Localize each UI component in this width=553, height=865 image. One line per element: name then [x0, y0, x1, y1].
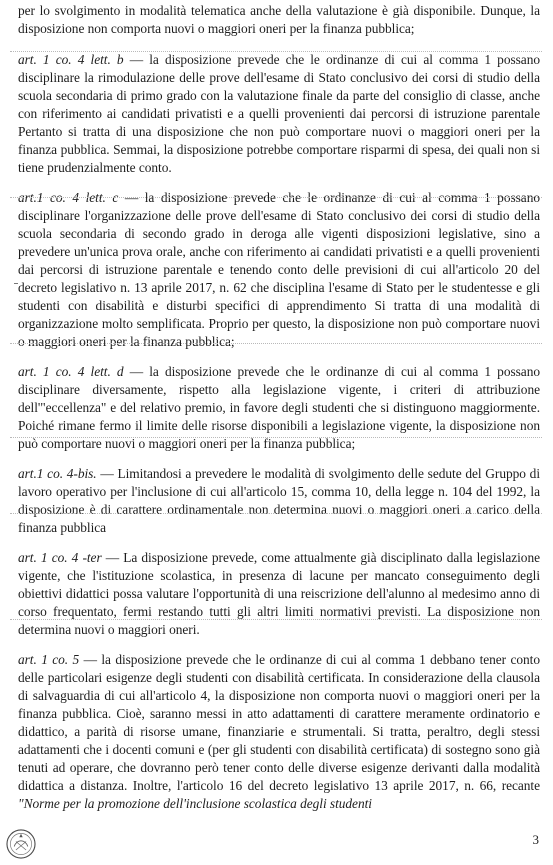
- paragraph-text: — Limitandosi a prevedere le modalità di svolgimento delle sedute del Gruppo di lavoro operativo per l'inclusione di cui all'articolo 15, comma 10, della legge n. 104 del 1992, la disposizione è di carattere ordinamentale non determina nuovi o maggiori oneri a carico della finanza pubblica: [18, 466, 540, 535]
- paragraph-separator: [10, 343, 542, 344]
- paragraph-art1-co4-bis: [18, 465, 540, 537]
- paragraph-separator: [10, 437, 542, 438]
- article-reference: art.1 co. 4-bis.: [18, 466, 97, 481]
- paragraph-text: — la disposizione prevede che le ordinanze di cui al comma 1 possano disciplinare diversamente, rispetto alla legislazione vigente, i criteri di attribuzione dell'"eccellenza" e del relativo premio, in favore degli studenti che si distinguono maggiormente. Poiché rimane fermo il limite delle risorse disponibili a legislazione vigente, la disposizione non può comportare nuovi o maggiori oneri per la finanza pubblica;: [18, 364, 540, 451]
- article-reference: art. 1 co. 4 -ter: [18, 550, 102, 565]
- paragraph-text: — la disposizione prevede che le ordinanze di cui al comma 1 possano disciplinare l'organizzazione delle prove dell'esame di Stato conclusivo dei corsi di studio della scuola secondaria di secondo grado in deroga alle vigenti disposizioni legislative, sino a prevedere un'unica prova orale, anche con riferimento ai candidati privatisti e a quelli provenienti dai percorsi di istruzione parentale e tenendo conto delle previsioni di cui all'articolo 20 del decreto legislativo n. 13 aprile 2017, n. 62 che disciplina l'esame di Stato per le studentesse e gli studenti con disabilità e disturbi specifici di apprendimento Si tratta di una modalità di organizzazione molto semplificata. Proprio per questo, la disposizione non può comportare nuovi o maggiori oneri per la finanza pubblica;: [18, 190, 540, 349]
- article-reference: art. 1 co. 4 lett. d: [18, 364, 124, 379]
- paragraph-separator: [10, 619, 542, 620]
- article-reference: art. 1 co. 4 lett. b: [18, 52, 124, 67]
- page-number: 3: [532, 832, 539, 847]
- document-page: [18, 2, 540, 825]
- opening-paragraph: per lo svolgimento in modalità telematica anche della valutazione è già disponibile. Dunque, la disposizione non comporta nuovi o maggiori oneri per la finanza pubblica;: [18, 3, 540, 36]
- paragraph-art1-co4-lett-c: [18, 189, 540, 351]
- paragraph-separator: [10, 197, 542, 198]
- paragraph-separator: [10, 51, 542, 52]
- paragraph-text: — la disposizione prevede che le ordinanze di cui al comma 1 possano disciplinare la rimodulazione delle prove dell'esame di Stato conclusivo dei corsi di studio della scuola secondaria di primo grado con la valutazione finale da parte del consiglio di classe, anche con riferimento ai candidati privatisti e a quelli provenienti dai percorsi di istruzione parentale Pertanto si tratta di una disposizione che non può comportare nuovi o maggiori oneri per la finanza pubblica. Semmai, la disposizione potrebbe comportare risparmi di spesa, dei quali non si tiene prudenzialmente conto.: [18, 52, 540, 175]
- article-reference: art.1 co. 4 lett. c: [18, 190, 119, 205]
- italic-title: "Norme per la promozione dell'inclusione scolastica degli studenti: [18, 796, 372, 811]
- paragraph-text: — La disposizione prevede, come attualmente già disciplinato dalla legislazione vigente, che l'istituzione scolastica, in presenza di lacune per mancato conseguimento degli obiettivi didattici possa valutare l'opportunità di una reiscrizione dell'alunno al medesimo anno di corso frequentato, fermi restando tutti gli altri limiti normativi previsti. La disposizione non determina nuovi o maggiori oneri.: [18, 550, 540, 637]
- paragraph-art1-co4-ter: [18, 549, 540, 639]
- official-seal-icon: [4, 827, 38, 861]
- paragraph-art1-co5: [18, 651, 540, 813]
- paragraph-text: — la disposizione prevede che le ordinanze di cui al comma 1 debbano tener conto delle particolari esigenze degli studenti con disabilità certificata. In considerazione della clausola di salvaguardia di cui all'articolo 4, la disposizione non comporta nuovi o maggiori oneri per la finanza pubblica. Cioè, saranno messi in atto adattamenti di carattere meramente ordinatorio e didattico, a parità di risorse umane, finanziarie e strumentali. Si tratta, peraltro, degli stessi adattamenti che i docenti comuni e (per gli studenti con disabilità certificata) di sostegno sono già tenuti ad operare, che dovranno però tener conto delle diverse esigenze derivanti dalla modalità didattica a distanza. Inoltre, l'articolo 16 del decreto legislativo 13 aprile 2017, n. 66, recante: [18, 652, 540, 793]
- paragraph-art1-co4-lett-b: [18, 51, 540, 177]
- scan-mark: [14, 283, 18, 284]
- paragraph-art1-co4-lett-d: [18, 363, 540, 453]
- article-reference: art. 1 co. 5: [18, 652, 80, 667]
- paragraph-separator: [10, 513, 542, 514]
